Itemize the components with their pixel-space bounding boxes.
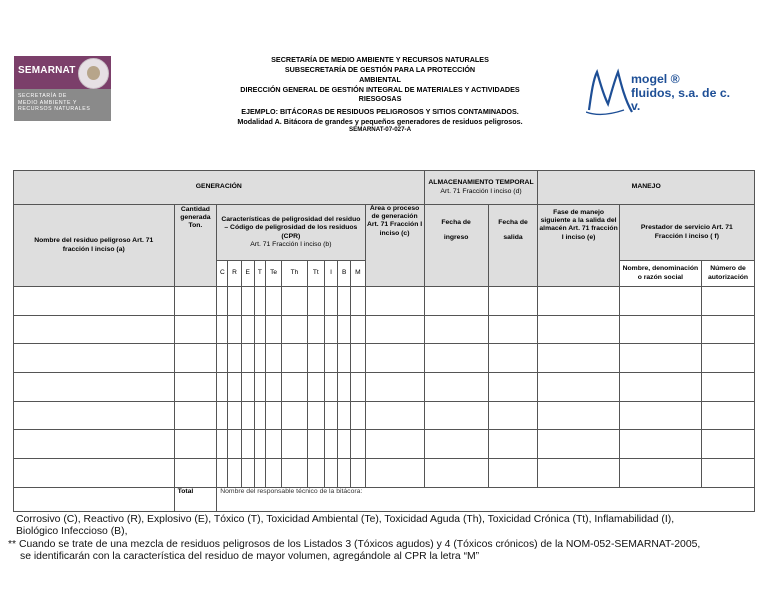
table-cell[interactable] (307, 459, 324, 488)
table-cell[interactable] (488, 430, 538, 459)
table-cell[interactable] (241, 373, 254, 402)
table-cell[interactable] (307, 401, 324, 430)
table-row (14, 430, 755, 459)
table-cell[interactable] (702, 401, 755, 430)
table-cell[interactable] (254, 459, 265, 488)
group-almacenamiento (424, 171, 538, 205)
table-cell[interactable] (14, 401, 175, 430)
col-fecha-salida: Fecha de salida (488, 205, 538, 287)
document-title: EJEMPLO: BITÁCORAS DE RESIDUOS PELIGROSOS Y SITIOS CONTAMINADOS. (241, 107, 519, 116)
table-cell[interactable] (174, 430, 217, 459)
header-line-2: SUBSECRETARÍA DE GESTIÓN PARA LA PROTECCIÓN (284, 65, 476, 74)
header-line-3: AMBIENTAL (359, 75, 401, 84)
table-cell[interactable] (217, 287, 228, 316)
table-cell[interactable] (424, 315, 488, 344)
table-cell[interactable] (241, 430, 254, 459)
footnotes (8, 514, 748, 563)
table-cell[interactable] (338, 430, 351, 459)
table-cell[interactable] (338, 287, 351, 316)
table-cell[interactable] (338, 373, 351, 402)
footnote-line-4: se identificarán con la característica del residuo de mayor volumen, agregándole al CPR la letra “M” (20, 550, 480, 562)
total-spacer (14, 487, 175, 511)
table-cell[interactable] (282, 401, 307, 430)
responsable-tecnico-field[interactable] (217, 487, 755, 511)
table-cell[interactable] (228, 344, 241, 373)
mogel-logo-text: mogel ® fluidos, s.a. de c. v. (631, 72, 731, 113)
cpr-code-e: E (241, 261, 254, 287)
table-cell[interactable] (488, 373, 538, 402)
semarnat-logo (14, 56, 111, 121)
table-cell[interactable] (365, 287, 424, 316)
col-fase-manejo: Fase de manejo siguiente a la salida del almacén Art. 71 fracción I inciso (e) (538, 205, 619, 287)
cpr-code-i: I (324, 261, 337, 287)
group-almacenamiento-ref: Art. 71 Fracción I inciso (d) (440, 187, 522, 195)
table-cell[interactable] (265, 287, 281, 316)
table-cell[interactable] (265, 459, 281, 488)
table-cell[interactable] (324, 401, 337, 430)
table-cell[interactable] (365, 401, 424, 430)
table-row (14, 315, 755, 344)
col-razon-social: Nombre, denominación o razón social (619, 261, 701, 287)
table-cell[interactable] (619, 287, 701, 316)
table-cell[interactable] (14, 287, 175, 316)
table-cell[interactable] (217, 459, 228, 488)
cpr-code-th: Th (282, 261, 307, 287)
group-manejo: MANEJO (538, 171, 755, 205)
col-caracteristicas-title: Características de peligrosidad del residuo – Código de peligrosidad de los residuos (CPR) (221, 216, 361, 240)
mogel-logo (586, 66, 756, 118)
table-cell[interactable] (241, 459, 254, 488)
table-cell[interactable] (338, 459, 351, 488)
table-cell[interactable] (324, 344, 337, 373)
table-cell[interactable] (228, 459, 241, 488)
table-cell[interactable] (282, 459, 307, 488)
cpr-code-te: Te (265, 261, 281, 287)
table-cell[interactable] (228, 401, 241, 430)
header-line-1: SECRETARÍA DE MEDIO AMBIENTE Y RECURSOS NATURALES (271, 55, 489, 64)
table-cell[interactable] (538, 459, 619, 488)
cpr-code-c: C (217, 261, 228, 287)
table-cell[interactable] (265, 401, 281, 430)
table-cell[interactable] (702, 315, 755, 344)
table-cell[interactable] (538, 315, 619, 344)
table-cell[interactable] (351, 287, 365, 316)
cpr-code-b: B (338, 261, 351, 287)
group-almacenamiento-title: ALMACENAMIENTO TEMPORAL (428, 179, 534, 187)
table-cell[interactable] (282, 287, 307, 316)
table-cell[interactable] (702, 287, 755, 316)
table-cell[interactable] (488, 401, 538, 430)
table-cell[interactable] (254, 344, 265, 373)
bitacora-table (13, 170, 755, 512)
cpr-code-r: R (228, 261, 241, 287)
col-prestador: Prestador de servicio Art. 71 Fracción I inciso ( f) (619, 205, 754, 261)
group-generacion: GENERACIÓN (14, 171, 425, 205)
table-cell[interactable] (619, 430, 701, 459)
table-cell[interactable] (338, 401, 351, 430)
table-cell[interactable] (174, 459, 217, 488)
table-cell[interactable] (265, 344, 281, 373)
col-area-proceso: Área o proceso de generación Art. 71 Fracción I inciso (c) (365, 205, 424, 287)
responsable-tecnico-label: Nombre del responsable técnico de la bitácora: (220, 487, 363, 495)
table-cell[interactable] (351, 373, 365, 402)
table-cell[interactable] (619, 459, 701, 488)
table-cell[interactable] (14, 344, 175, 373)
cpr-code-tt: Tt (307, 261, 324, 287)
table-cell[interactable] (324, 287, 337, 316)
table-cell[interactable] (174, 401, 217, 430)
table-cell[interactable] (324, 373, 337, 402)
table-cell[interactable] (241, 344, 254, 373)
table-cell[interactable] (265, 430, 281, 459)
table-row (14, 344, 755, 373)
table-cell[interactable] (424, 430, 488, 459)
coat-of-arms-icon (78, 58, 109, 89)
header-line-4: DIRECCIÓN GENERAL DE GESTIÓN INTEGRAL DE MATERIALES Y ACTIVIDADES (240, 85, 520, 94)
table-cell[interactable] (254, 430, 265, 459)
table-cell[interactable] (351, 430, 365, 459)
table-cell[interactable] (14, 430, 175, 459)
table-cell[interactable] (702, 459, 755, 488)
table-cell[interactable] (351, 459, 365, 488)
table-cell[interactable] (217, 373, 228, 402)
table-cell[interactable] (619, 344, 701, 373)
footnote-line-1: Corrosivo (C), Reactivo (R), Explosivo (E), Tóxico (T), Toxicidad Ambiental (Te), Toxicidad Aguda (Th), Toxicidad Crónica (Tt), Inflamabilidad (I), (16, 514, 675, 525)
table-cell[interactable] (282, 344, 307, 373)
table-cell[interactable] (217, 430, 228, 459)
table-cell[interactable] (307, 430, 324, 459)
table-cell[interactable] (488, 459, 538, 488)
col-cantidad: Cantidad generada Ton. (174, 205, 217, 287)
table-cell[interactable] (307, 373, 324, 402)
table-cell[interactable] (14, 315, 175, 344)
table-cell[interactable] (307, 287, 324, 316)
table-cell[interactable] (324, 459, 337, 488)
table-cell[interactable] (254, 373, 265, 402)
table-cell[interactable] (424, 373, 488, 402)
document-subtitle: Modalidad A. Bitácora de grandes y pequeños generadores de residuos peligrosos. (237, 117, 523, 126)
table-cell[interactable] (365, 315, 424, 344)
table-cell[interactable] (265, 373, 281, 402)
table-cell[interactable] (282, 315, 307, 344)
table-cell[interactable] (538, 401, 619, 430)
table-cell[interactable] (488, 344, 538, 373)
col-caracteristicas-ref: Art. 71 Fracción I inciso (b) (250, 240, 332, 248)
table-cell[interactable] (228, 430, 241, 459)
table-cell[interactable] (254, 315, 265, 344)
table-cell[interactable] (241, 401, 254, 430)
table-cell[interactable] (174, 287, 217, 316)
table-cell[interactable] (424, 459, 488, 488)
table-cell[interactable] (351, 315, 365, 344)
table-cell[interactable] (217, 344, 228, 373)
footnote-line-2: Biológico Infeccioso (B), (16, 526, 128, 538)
document-header (200, 55, 560, 134)
table-cell[interactable] (351, 344, 365, 373)
table-cell[interactable] (702, 373, 755, 402)
table-cell[interactable] (619, 401, 701, 430)
table-cell[interactable] (538, 430, 619, 459)
col-numero-autorizacion: Número de autorización (702, 261, 755, 287)
table-cell[interactable] (265, 315, 281, 344)
table-cell[interactable] (254, 401, 265, 430)
table-cell[interactable] (424, 344, 488, 373)
footnote-line-3: ** Cuando se trate de una mezcla de residuos peligrosos de los Listados 3 (Tóxicos agudos) y 4 (Tóxicos crónicos) de la NOM-052-SEMARNAT-2005, (8, 538, 701, 550)
table-cell[interactable] (174, 344, 217, 373)
table-cell[interactable] (254, 287, 265, 316)
table-cell[interactable] (241, 315, 254, 344)
table-cell[interactable] (538, 344, 619, 373)
table-row (14, 373, 755, 402)
table-row (14, 401, 755, 430)
table-cell[interactable] (424, 287, 488, 316)
semarnat-logo-brand: SEMARNAT (18, 65, 76, 76)
table-cell[interactable] (538, 373, 619, 402)
mogel-m-icon (586, 66, 636, 118)
table-cell[interactable] (619, 315, 701, 344)
table-cell[interactable] (14, 459, 175, 488)
cpr-code-m: M (351, 261, 365, 287)
table-cell[interactable] (702, 344, 755, 373)
table-cell[interactable] (324, 315, 337, 344)
table-row (14, 287, 755, 316)
table-cell[interactable] (619, 373, 701, 402)
table-cell[interactable] (217, 315, 228, 344)
total-label: Total (174, 487, 217, 511)
cpr-code-t: T (254, 261, 265, 287)
table-cell[interactable] (338, 315, 351, 344)
table-cell[interactable] (174, 315, 217, 344)
col-fecha-ingreso: Fecha de ingreso (424, 205, 488, 287)
header-line-5: RIESGOSAS (358, 94, 402, 103)
table-cell[interactable] (307, 344, 324, 373)
table-cell[interactable] (365, 373, 424, 402)
table-cell[interactable] (228, 373, 241, 402)
table-cell[interactable] (338, 344, 351, 373)
table-cell[interactable] (241, 287, 254, 316)
table-cell[interactable] (488, 287, 538, 316)
table-cell[interactable] (174, 373, 217, 402)
table-cell[interactable] (282, 430, 307, 459)
table-cell[interactable] (365, 459, 424, 488)
col-nombre-residuo: Nombre del residuo peligroso Art. 71 fracción I inciso (a) (14, 205, 175, 287)
table-row (14, 459, 755, 488)
table-cell[interactable] (228, 315, 241, 344)
table-body (14, 287, 755, 488)
table-cell[interactable] (424, 401, 488, 430)
table-cell[interactable] (217, 401, 228, 430)
table-cell[interactable] (14, 373, 175, 402)
table-cell[interactable] (365, 344, 424, 373)
table-cell[interactable] (365, 430, 424, 459)
table-cell[interactable] (307, 315, 324, 344)
col-caracteristicas (217, 205, 365, 261)
table-cell[interactable] (228, 287, 241, 316)
table-cell[interactable] (282, 373, 307, 402)
table-cell[interactable] (702, 430, 755, 459)
form-code: SEMARNAT-07-027-A (348, 126, 412, 133)
table-cell[interactable] (538, 287, 619, 316)
semarnat-logo-tagline: SECRETARÍA DE MEDIO AMBIENTE Y RECURSOS NATURALES (18, 93, 91, 113)
table-cell[interactable] (351, 401, 365, 430)
table-cell[interactable] (488, 315, 538, 344)
table-cell[interactable] (324, 430, 337, 459)
